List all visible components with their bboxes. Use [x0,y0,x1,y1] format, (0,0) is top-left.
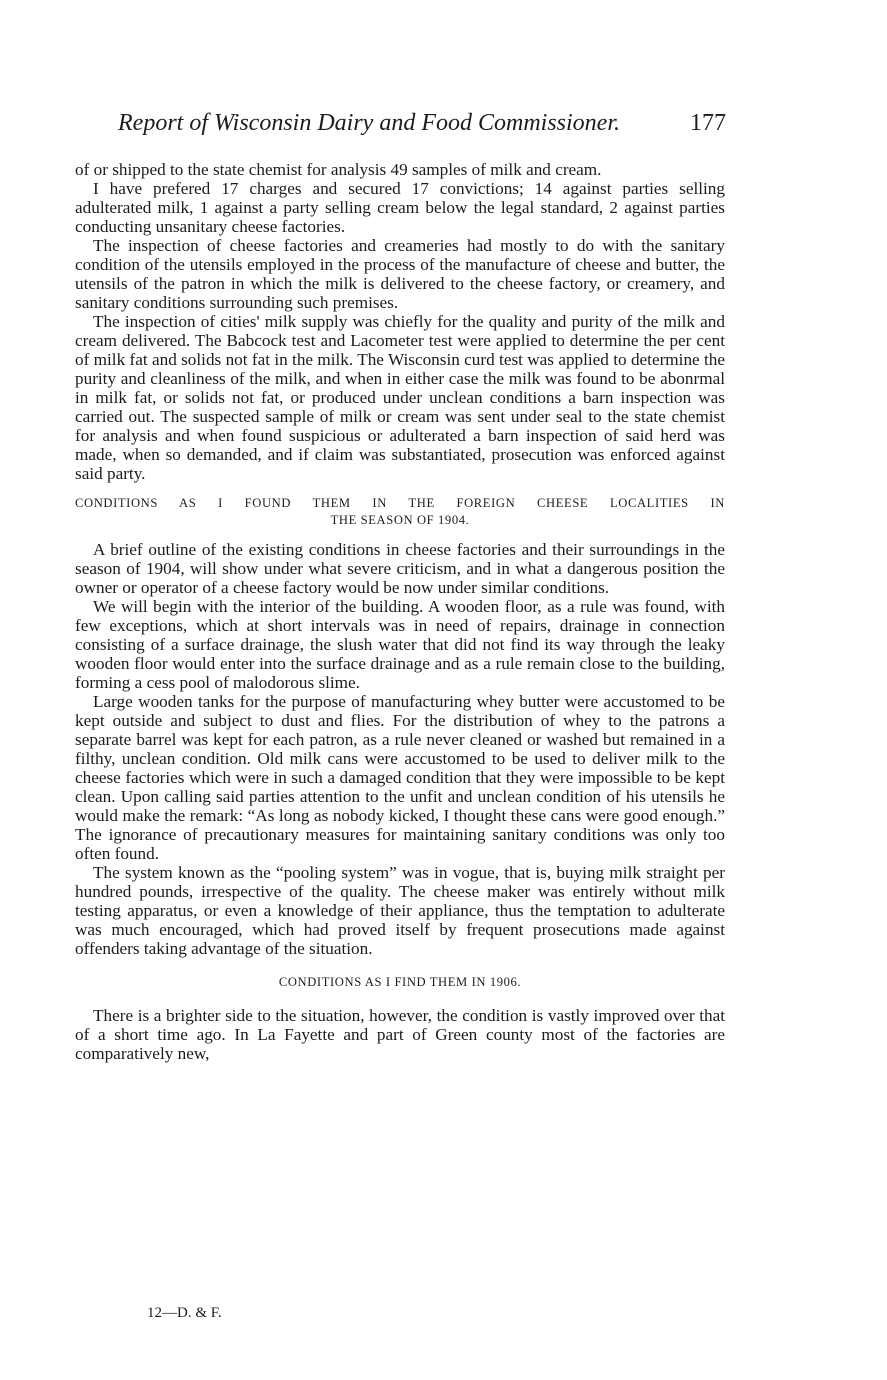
page-number: 177 [690,110,726,136]
paragraph: of or shipped to the state chemist for analysis 49 samples of milk and cream. [75,160,602,179]
signature-mark: 12—D. & F. [147,1305,222,1321]
section-heading-line: THE SEASON OF 1904. [330,513,470,527]
body-text [75,160,725,1063]
running-header [118,110,726,137]
paragraph: The system known as the “pooling system” was in vogue, that is, buying milk straight per hundred pounds, irrespective of the quality. The cheese maker was entirely without milk testing apparatus, or even a knowledge of their appliance, thus the temptation to adulterate was much encouraged, which had proved itself by frequent prosecutions made against offenders taking advantage of the situation. [75,863,725,958]
paragraph: I have prefered 17 charges and secured 17 convictions; 14 against parties selling adulterated milk, 1 against a party selling cream below the legal standard, 2 against parties conducting unsanitary cheese factories. [75,179,725,236]
paragraph: A brief outline of the existing conditions in cheese factories and their surroundings in the season of 1904, will show under what severe criticism, and in what a dangerous position the owner or operator of a cheese factory would be now under similar conditions. [75,540,725,597]
paragraph: There is a brighter side to the situation, however, the condition is vastly improved over that of a short time ago. In La Fayette and part of Green county most of the factories are comparatively new, [75,1006,725,1063]
paragraph: The inspection of cities' milk supply was chiefly for the quality and purity of the milk and cream delivered. The Babcock test and Lacometer test were applied to determine the per cent of milk fat and solids not fat in the milk. The Wisconsin curd test was applied to determine the purity and cleanliness of the milk, and when in either case the milk was found to be abonrmal in milk fat, or solids not fat, or produced under unclean conditions a barn inspection was carried out. The suspected sample of milk or cream was sent under seal to the state chemist for analysis and when found suspicious or adulterated a barn inspection of said herd was made, when so demanded, and if claim was substantiated, prosecution was enforced against said party. [75,312,725,483]
section-heading-1906: CONDITIONS AS I FIND THEM IN 1906. [278,975,522,989]
paragraph: The inspection of cheese factories and creameries had mostly to do with the sanitary condition of the utensils employed in the process of the manufacture of cheese and butter, the utensils of the patron in which the milk is delivered to the cheese factory, or creamery, and sanitary conditions surrounding such premises. [75,236,725,312]
paragraph: Large wooden tanks for the purpose of manufacturing whey butter were accustomed to be kept outside and subject to dust and flies. For the distribution of whey to the patrons a separate barrel was kept for each patron, as a rule never cleaned or washed but remained in a filthy, unclean condition. Old milk cans were accustomed to be used to deliver milk to the cheese factories which were in such a damaged condition that they were impossible to be kept clean. Upon calling said parties attention to the unfit and unclean condition of his utensils he would make the remark: “As long as nobody kicked, I thought these cans were good enough.” The ignorance of precautionary measures for maintaining sanitary conditions was only too often found. [75,692,725,863]
running-title: Report of Wisconsin Dairy and Food Commissioner. [118,110,620,136]
section-heading-line: CONDITIONS AS I FOUND THEM IN THE FOREIGN CHEESE LOCALITIES IN [75,496,725,510]
paragraph: We will begin with the interior of the building. A wooden floor, as a rule was found, with few exceptions, which at short intervals was in need of repairs, drainage in connection consisting of a surface drainage, the slush water that did not find its way through the leaky wooden floor would enter into the surface drainage and as a rule remain close to the building, forming a cess pool of malodorous slime. [75,597,725,692]
section-heading-1904 [75,495,725,529]
